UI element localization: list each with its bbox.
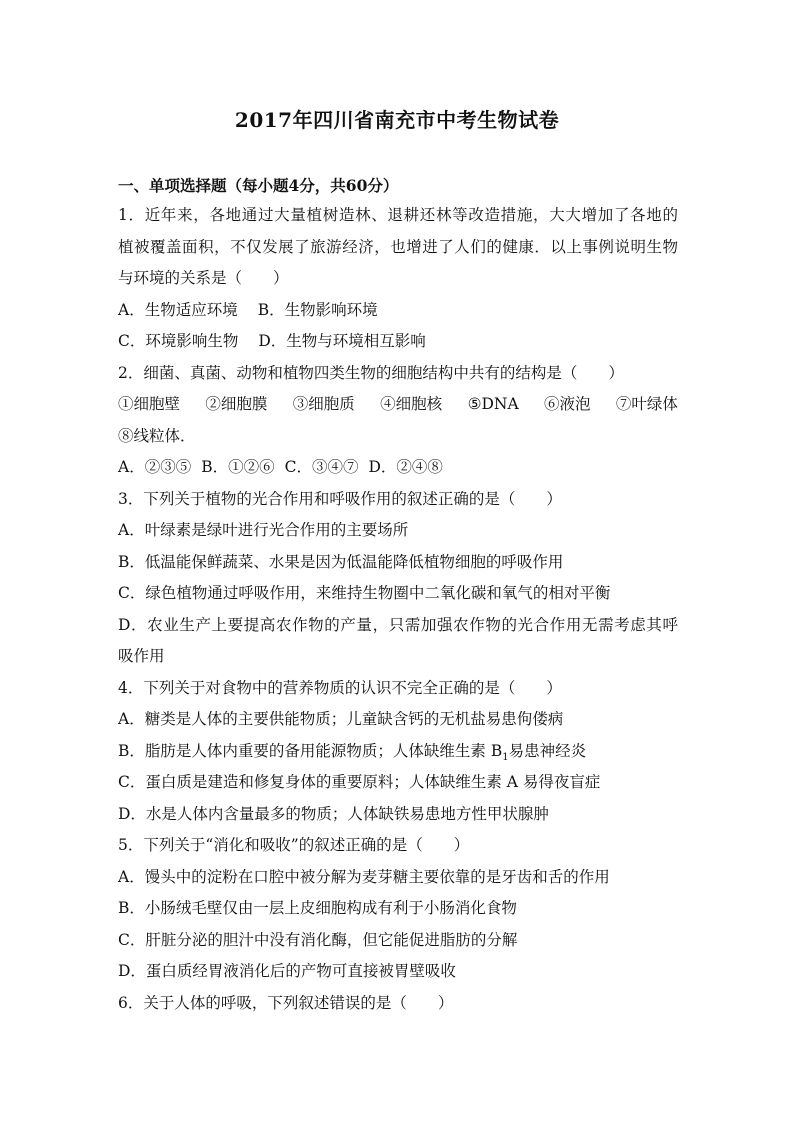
q5-option-b: B．小肠绒毛壁仅由一层上皮细胞构成有利于小肠消化食物	[118, 899, 517, 917]
q2-options	[118, 452, 678, 484]
q4-stem: 4．下列关于对食物中的营养物质的认识不完全正确的是（ ）	[118, 678, 562, 697]
q4-option-a: A．糖类是人体的主要供能物质；儿童缺含钙的无机盐易患佝偻病	[118, 710, 564, 728]
q2-option-a: A．②③⑤	[118, 458, 192, 476]
q5-option-d: D．蛋白质经胃液消化后的产物可直接被胃壁吸收	[118, 962, 456, 980]
q3-option-d-line-1: D．农业生产上要提高农作物的产量，只需加强农作物的光合作用无需考虑其呼	[118, 615, 678, 634]
q5-stem: 5．下列关于“消化和吸收”的叙述正确的是（ ）	[118, 836, 470, 854]
q2-option-c: C．③④⑦	[284, 458, 359, 476]
q3-option-d-line-2: 吸作用	[118, 647, 165, 665]
q4-option-b-text: B．脂肪是人体内重要的备用能源物质；人体缺维生素 B	[118, 741, 503, 760]
exam-content	[118, 172, 678, 1019]
q3-option-c: C．绿色植物通过呼吸作用，来维持生物圈中二氧化碳和氧气的相对平衡	[118, 584, 611, 602]
q4-option-b	[118, 736, 678, 768]
q1-options-row-1	[118, 295, 678, 327]
q2-stem: 2．细菌、真菌、动物和植物四类生物的细胞结构中共有的结构是（ ）	[118, 363, 624, 382]
q5-option-c: C．肝脏分泌的胆汁中没有消化酶，但它能促进脂肪的分解	[118, 930, 518, 949]
q2-item-2: ②细胞膜	[205, 395, 268, 413]
q4-option-d: D．水是人体内含量最多的物质；人体缺铁易患地方性甲状腺肿	[118, 804, 549, 823]
q4-option-c: C．蛋白质是建造和修复身体的重要原料；人体缺维生素 A 易得夜盲症	[118, 773, 601, 791]
q3-stem: 3．下列关于植物的光合作用和呼吸作用的叙述正确的是（ ）	[118, 489, 562, 508]
section-heading: 一、单项选择题（每小题4分，共60分）	[118, 176, 399, 195]
q1-line-3: 与环境的关系是（ ）	[118, 269, 289, 287]
q4-option-b-subscript: 1	[502, 751, 509, 763]
q2-item-4: ④细胞核	[380, 395, 443, 413]
q2-items-cont: ⑧线粒体．	[118, 426, 196, 445]
q1-option-d: D．生物与环境相互影响	[258, 332, 426, 350]
q4-option-b-tail: 易患神经炎	[508, 741, 587, 760]
q2-item-3: ③细胞质	[292, 395, 355, 413]
q1-options-row-2	[118, 326, 678, 358]
q3-option-b: B．低温能保鲜蔬菜、水果是因为低温能降低植物细胞的呼吸作用	[118, 552, 564, 571]
page-title: 2017年四川省南充市中考生物试卷	[234, 108, 560, 132]
q1-option-b: B．生物影响环境	[257, 300, 378, 319]
q2-item-7: ⑦叶绿体	[615, 395, 678, 413]
q1-line-2: 植被覆盖面积，不仅发展了旅游经济，也增进了人们的健康．以上事例说明生物	[118, 237, 678, 256]
q1-option-a: A．生物适应环境	[118, 300, 238, 319]
q3-option-a: A．叶绿素是绿叶进行光合作用的主要场所	[118, 521, 409, 539]
q2-item-6: ⑥液泡	[544, 395, 591, 413]
q6-stem: 6．关于人体的呼吸，下列叙述错误的是（ ）	[118, 993, 454, 1012]
q1-option-c: C．环境影响生物	[118, 332, 239, 350]
q2-option-d: D．②④⑧	[368, 458, 443, 476]
q1-line-1: 1．近年来，各地通过大量植树造林、退耕还林等改造措施，大大增加了各地的	[118, 206, 678, 224]
q2-item-5: ⑤DNA	[467, 395, 519, 413]
q2-option-b: B．①②⑥	[201, 458, 275, 476]
q5-option-a: A．馒头中的淀粉在口腔中被分解为麦芽糖主要依靠的是牙齿和舌的作用	[118, 867, 610, 886]
q2-item-1: ①细胞壁	[118, 395, 181, 413]
q2-items	[118, 389, 678, 421]
